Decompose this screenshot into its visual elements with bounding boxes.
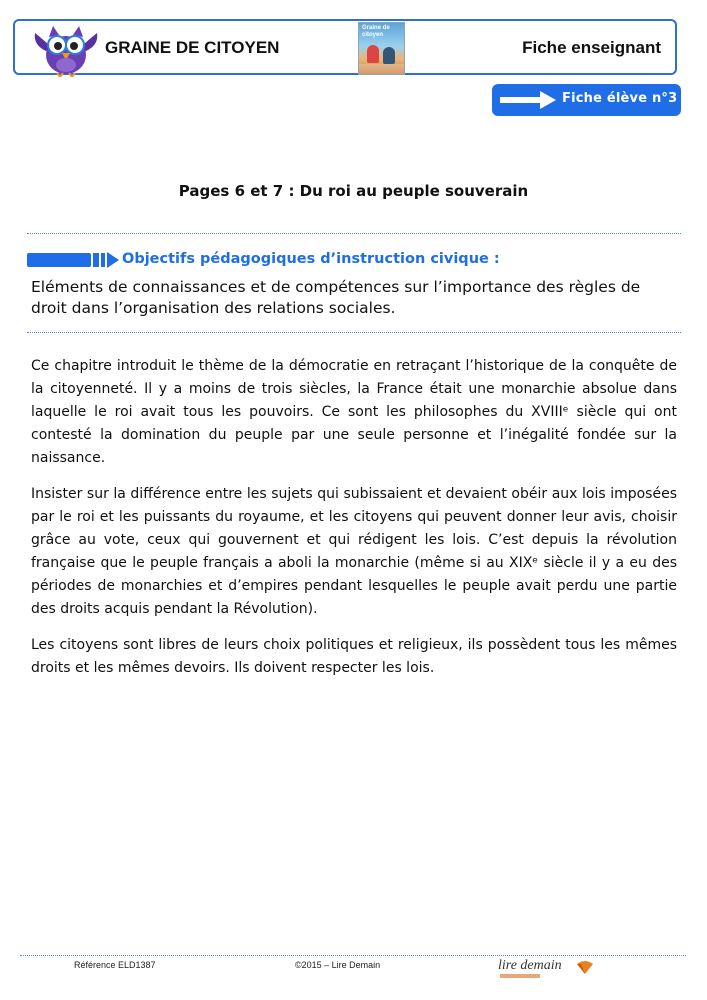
header-banner (13, 19, 677, 75)
footer-reference: Référence ELD1387 (74, 960, 156, 970)
document-role: Fiche enseignant (522, 38, 661, 57)
page-title: Pages 6 et 7 : Du roi au peuple souverain (178, 182, 529, 200)
divider-bottom (27, 332, 681, 333)
divider-top (27, 233, 681, 234)
student-sheet-label: Fiche élève n°3 (562, 91, 678, 106)
book-cover-title: Graine de citoyen (362, 25, 390, 38)
paragraph: Ce chapitre introduit le thème de la démocratie en retraçant l’historique de la conquête de la citoyenneté. Il y a moins de trois siècles, la France était une monarchie absolue dans laquelle le roi avait tous les pouvoirs. Ce sont les philosophes du XVIIIᵉ siècle qui ont contesté la domination du peuple par une seule personne et l’inégalité fondée sur la naissance. (31, 358, 677, 466)
book-cover-image (358, 22, 405, 75)
owl-mascot-icon (31, 23, 101, 77)
arrow-right-icon (500, 91, 556, 109)
objective-arrow-icon (27, 251, 119, 269)
publisher-logo-icon (575, 958, 595, 976)
objectives-text: Eléments de connaissances et de compétences sur l’importance des règles de droit dans l’organisation des relations sociales. (31, 278, 641, 317)
student-sheet-tag (492, 84, 681, 116)
footer-divider (20, 955, 686, 956)
paragraph: Insister sur la différence entre les sujets qui subissaient et devaient obéir aux lois imposées par le roi et les puissants du royaume, et les citoyens qui peuvent donner leur avis, choisir grâce au vote, ceux qui gouvernent et qui rédigent les lois. C’est depuis la révolution française que le peuple français a aboli la monarchie (même si au XIXᵉ siècle il y a eu des périodes de monarchies et d’empires pendant lesquelles le peuple avait perdu une partie des droits acquis pendant la Révolution). (31, 486, 677, 617)
publisher-logo: lire demain (498, 958, 562, 973)
brand-title: GRAINE DE CITOYEN (105, 38, 280, 57)
paragraph: Les citoyens sont libres de leurs choix politiques et religieux, ils possèdent tous les mêmes droits et les mêmes devoirs. Ils doivent respecter les lois. (31, 637, 677, 676)
publisher-logo-underline (500, 974, 540, 978)
objectives-heading: Objectifs pédagogiques d’instruction civique : (122, 251, 500, 267)
footer-copyright: ©2015 – Lire Demain (295, 960, 381, 970)
